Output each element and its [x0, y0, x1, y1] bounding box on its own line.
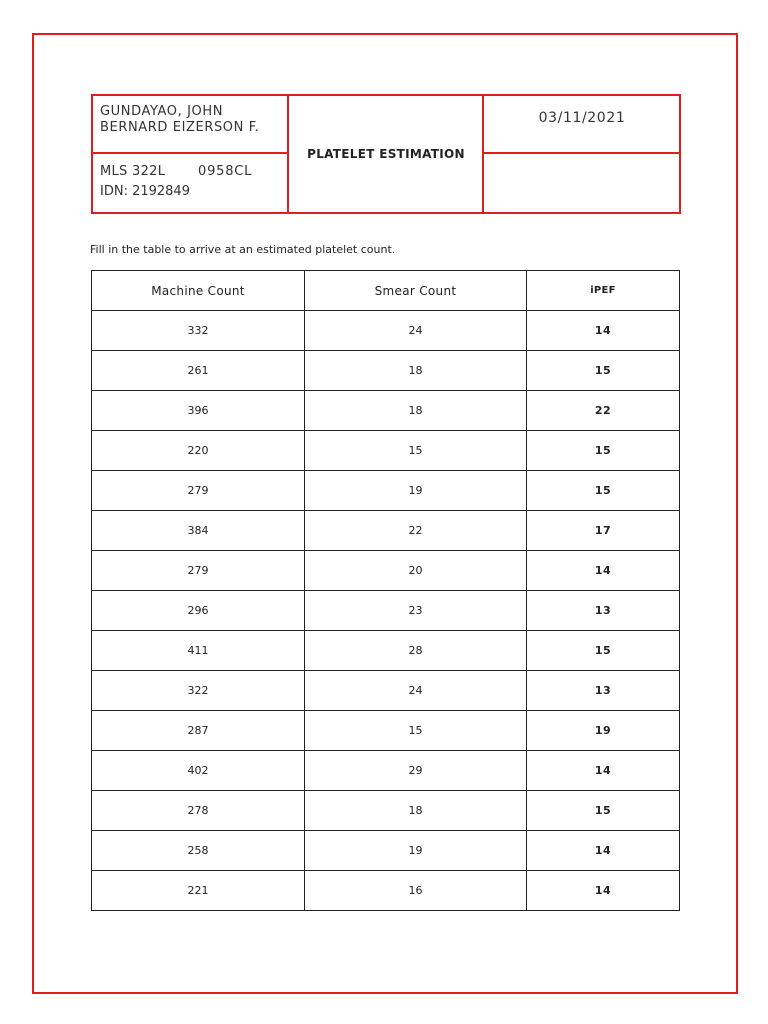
table-row	[92, 351, 680, 391]
machine-count-cell: 220	[92, 431, 305, 471]
smear-count-cell: 18	[305, 351, 527, 391]
section-code: 0958CL	[198, 164, 253, 179]
smear-count-cell: 24	[305, 671, 527, 711]
table-header-row	[92, 271, 680, 311]
header-divider-left	[93, 152, 287, 154]
instruction-text: Fill in the table to arrive at an estimated platelet count.	[90, 243, 396, 256]
smear-count-cell: 18	[305, 391, 527, 431]
table-row	[92, 751, 680, 791]
machine-count-cell: 396	[92, 391, 305, 431]
ipef-cell: 17	[527, 511, 680, 551]
machine-count-cell: 402	[92, 751, 305, 791]
table-row	[92, 871, 680, 911]
ipef-cell: 15	[527, 471, 680, 511]
table-row	[92, 551, 680, 591]
smear-count-cell: 19	[305, 471, 527, 511]
table-row	[92, 511, 680, 551]
platelet-table	[91, 270, 680, 911]
header-box	[91, 94, 681, 214]
name-line-1: GUNDAYAO, JOHN	[100, 104, 224, 119]
ipef-cell: 22	[527, 391, 680, 431]
machine-count-cell: 258	[92, 831, 305, 871]
smear-count-cell: 16	[305, 871, 527, 911]
machine-count-cell: 221	[92, 871, 305, 911]
smear-count-cell: 28	[305, 631, 527, 671]
ipef-cell: 14	[527, 551, 680, 591]
machine-count-cell: 279	[92, 471, 305, 511]
machine-count-cell: 322	[92, 671, 305, 711]
ipef-cell: 14	[527, 871, 680, 911]
machine-count-cell: 296	[92, 591, 305, 631]
student-idn: IDN: 2192849	[100, 184, 190, 199]
ipef-cell: 15	[527, 351, 680, 391]
ipef-cell: 14	[527, 751, 680, 791]
course-line	[100, 162, 252, 182]
table-row	[92, 311, 680, 351]
machine-count-cell: 279	[92, 551, 305, 591]
header-smear-count: Smear Count	[305, 271, 527, 311]
table-row	[92, 391, 680, 431]
table-row	[92, 431, 680, 471]
smear-count-cell: 29	[305, 751, 527, 791]
table-row	[92, 831, 680, 871]
header-divider-right	[484, 152, 679, 154]
smear-count-cell: 15	[305, 431, 527, 471]
smear-count-cell: 24	[305, 311, 527, 351]
course-info	[100, 162, 252, 202]
document-title: PLATELET ESTIMATION	[307, 147, 465, 161]
smear-count-cell: 20	[305, 551, 527, 591]
ipef-cell: 15	[527, 631, 680, 671]
ipef-cell: 19	[527, 711, 680, 751]
student-name	[100, 104, 259, 136]
ipef-cell: 14	[527, 831, 680, 871]
machine-count-cell: 261	[92, 351, 305, 391]
smear-count-cell: 15	[305, 711, 527, 751]
smear-count-cell: 18	[305, 791, 527, 831]
machine-count-cell: 287	[92, 711, 305, 751]
table-row	[92, 671, 680, 711]
header-machine-count: Machine Count	[92, 271, 305, 311]
ipef-cell: 13	[527, 671, 680, 711]
course-code: MLS 322L	[100, 164, 166, 179]
machine-count-cell: 278	[92, 791, 305, 831]
ipef-cell: 14	[527, 311, 680, 351]
machine-count-cell: 332	[92, 311, 305, 351]
smear-count-cell: 23	[305, 591, 527, 631]
name-line-2: BERNARD EIZERSON F.	[100, 120, 260, 135]
machine-count-cell: 411	[92, 631, 305, 671]
smear-count-cell: 22	[305, 511, 527, 551]
table-row	[92, 631, 680, 671]
ipef-cell: 15	[527, 791, 680, 831]
ipef-cell: 13	[527, 591, 680, 631]
header-ipef: iPEF	[527, 271, 680, 311]
table-row	[92, 471, 680, 511]
smear-count-cell: 19	[305, 831, 527, 871]
table-row	[92, 711, 680, 751]
machine-count-cell: 384	[92, 511, 305, 551]
table-row	[92, 591, 680, 631]
ipef-cell: 15	[527, 431, 680, 471]
table-row	[92, 791, 680, 831]
document-date: 03/11/2021	[538, 110, 626, 126]
